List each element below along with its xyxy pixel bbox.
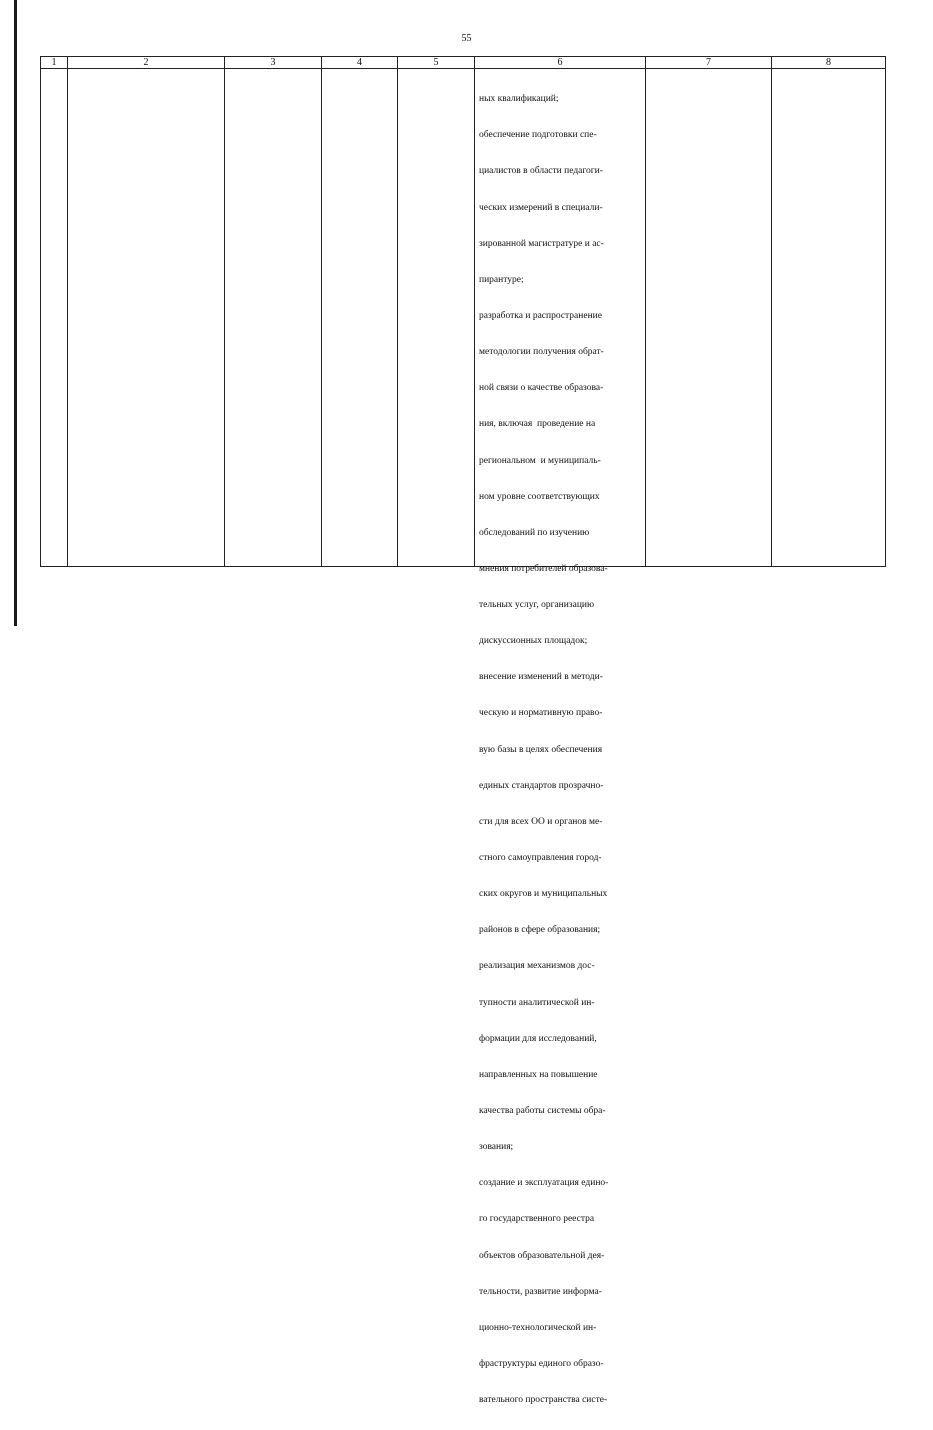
cell-col-2 [68,69,225,567]
text-line: единых стандартов прозрачно- [479,780,604,791]
text-line: ционно-технологической ин- [479,1322,597,1333]
text-line: мнения потребителей образова- [479,563,608,574]
left-margin-bar [14,0,17,626]
text-line: ния, включая проведение на [479,419,596,430]
column-header-5: 5 [398,57,475,69]
column-header-2: 2 [68,57,225,69]
cell-col-3 [225,69,322,567]
text-line: ских округов и муниципальных [479,889,608,900]
column-header-4: 4 [322,57,398,69]
text-line: районов в сфере образования; [479,925,601,936]
cell-col-5 [398,69,475,567]
text-line: обеспечение подготовки спе- [479,130,597,141]
text-line: объектов образовательной дея- [479,1250,605,1261]
text-line: обследований по изучению [479,527,590,538]
cell-col-8 [772,69,886,567]
text-line: сти для всех ОО и органов ме- [479,816,603,827]
cell-col-4 [322,69,398,567]
text-line: направленных на повышение [479,1069,598,1080]
text-line: вую базы в целях обеспечения [479,744,603,755]
cell-col-7 [646,69,772,567]
column-header-6: 6 [475,57,646,69]
text-line: пирантуре; [479,274,524,285]
text-line: ных квалификаций; [479,94,559,105]
text-line: тельности, развитие информа- [479,1286,602,1297]
text-line: региональном и муниципаль- [479,455,601,466]
text-line: тельных услуг, организацию [479,600,595,611]
text-line: качества работы системы обра- [479,1106,606,1117]
text-line: го государственного реестра [479,1214,595,1225]
text-line: зированной магистратуре и ас- [479,238,604,249]
text-line: разработка и распространение [479,310,602,321]
text-line: зования; [479,1142,514,1153]
text-line: фраструктуры единого образо- [479,1359,604,1370]
text-line: циалистов в области педагоги- [479,166,603,177]
column-header-1: 1 [41,57,68,69]
text-line: ческую и нормативную право- [479,708,603,719]
text-line: реализация механизмов дос- [479,961,595,972]
text-line: ческих измерений в специали- [479,202,603,213]
text-line: стного самоуправления город- [479,853,602,864]
text-line: методологии получения обрат- [479,347,604,358]
text-line: тупности аналитической ин- [479,997,595,1008]
table-row [41,69,886,567]
text-line: создание и эксплуатация едино- [479,1178,609,1189]
column-6-text [475,69,645,1406]
page-number: 55 [461,33,472,44]
text-line: внесение изменений в методи- [479,672,603,683]
column-header-8: 8 [772,57,886,69]
text-line: формации для исследований, [479,1033,597,1044]
column-header-7: 7 [646,57,772,69]
text-line: вательного пространства систе- [479,1395,608,1406]
text-line: ной связи о качестве образова- [479,383,604,394]
column-header-3: 3 [225,57,322,69]
document-table [40,56,886,1406]
text-line: дискуссионных площадок; [479,636,588,647]
cell-col-1 [41,69,68,567]
cell-col-6 [475,69,646,1406]
text-line: ном уровне соответствующих [479,491,600,502]
header-row [41,57,886,69]
